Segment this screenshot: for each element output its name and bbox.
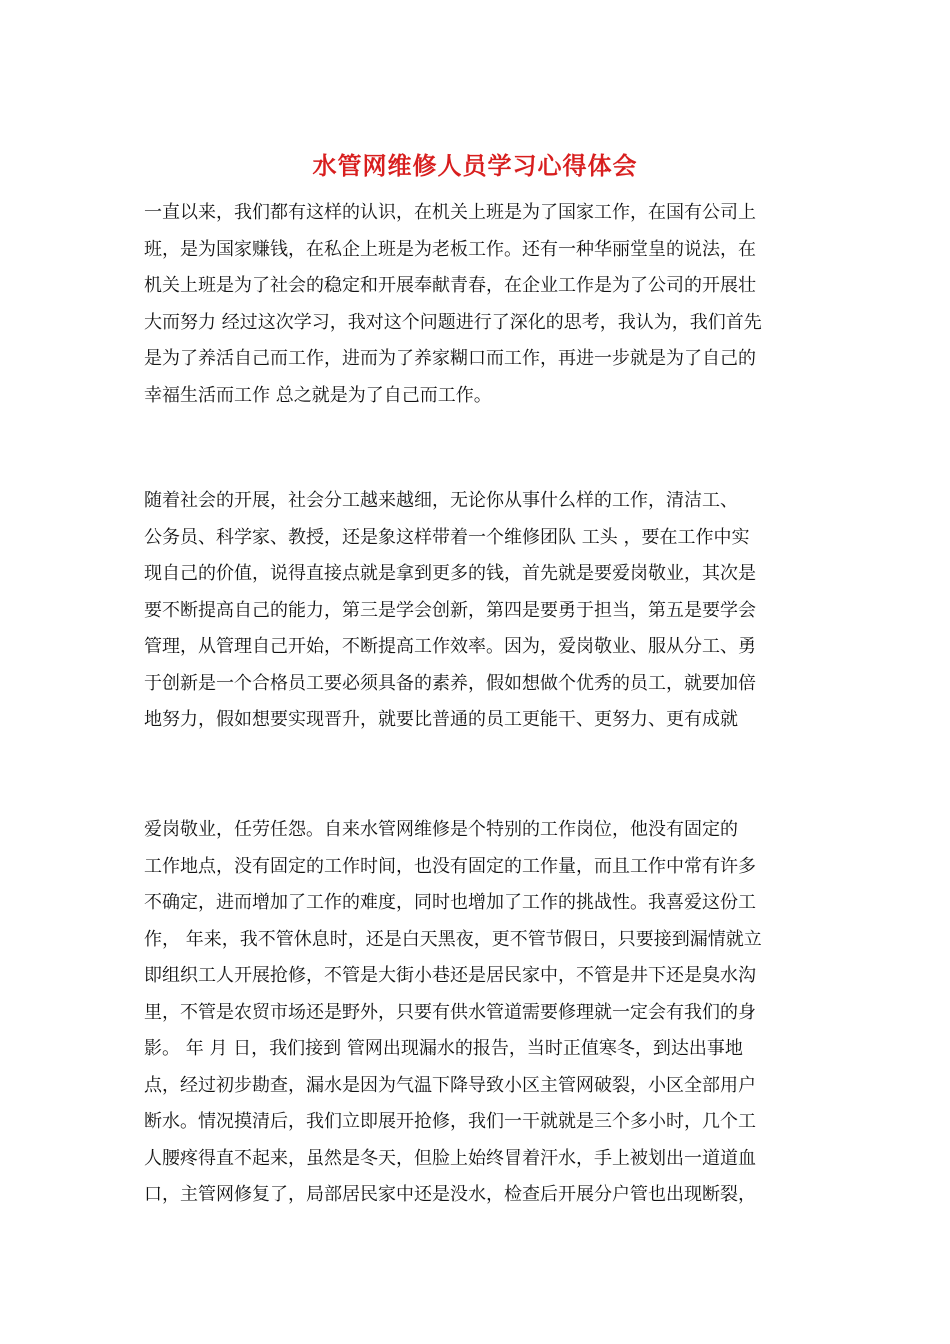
text-line: 即组织工人开展抢修，不管是大街小巷还是居民家中，不管是井下还是臭水沟 — [144, 965, 756, 986]
paragraph-2 — [144, 483, 810, 739]
text-line: 管理，从管理自己开始，不断提高工作效率。因为，爱岗敬业、服从分工、勇 — [144, 636, 756, 657]
document-title: 水管网维修人员学习心得体会 — [312, 151, 638, 180]
text-line: 要不断提高自己的能力，第三是学会创新，第四是要勇于担当，第五是要学会 — [144, 599, 756, 621]
text-line: 断水。情况摸清后，我们立即展开抢修，我们一干就就是三个多小时，几个工 — [144, 1111, 756, 1132]
text-line: 地努力，假如想要实现晋升，就要比普通的员工更能干、更努力、更有成就 — [144, 709, 738, 730]
text-line: 现自己的价值，说得直接点就是拿到更多的钱，首先就是要爱岗敬业，其次是 — [144, 563, 756, 584]
text-line: 随着社会的开展，社会分工越来越细，无论你从事什么样的工作，清洁工、 — [144, 490, 738, 511]
text-line: 公务员、科学家、教授，还是象这样带着一个维修团队 工头 ，要在工作中实 — [144, 526, 750, 548]
text-line: 幸福生活而工作 总之就是为了自己而工作。 — [144, 384, 492, 406]
text-line: 不确定，进而增加了工作的难度，同时也增加了工作的挑战性。我喜爱这份工 — [144, 892, 756, 913]
paragraph-3 — [144, 812, 810, 1214]
text-line: 口，主管网修复了，局部居民家中还是没水，检查后开展分户管也出现断裂， — [144, 1184, 756, 1205]
text-line: 点，经过初步勘查，漏水是因为气温下降导致小区主管网破裂，小区全部用户 — [144, 1074, 756, 1096]
text-line: 是为了养活自己而工作，进而为了养家糊口而工作，再进一步就是为了自己的 — [144, 348, 756, 369]
text-line: 作， 年来，我不管休息时，还是白天黑夜，更不管节假日，只要接到漏情就立 — [144, 928, 762, 950]
text-line: 影。 年 月 日，我们接到 管网出现漏水的报告，当时正值寒冬，到达出事地 — [144, 1038, 743, 1059]
text-line: 大而努力 经过这次学习，我对这个问题进行了深化的思考，我认为，我们首先 — [144, 311, 762, 333]
text-line: 人腰疼得直不起来，虽然是冬天，但脸上始终冒着汗水，手上被划出一道道血 — [144, 1147, 756, 1169]
text-line: 工作地点，没有固定的工作时间，也没有固定的工作量，而且工作中常有许多 — [144, 855, 756, 877]
text-line: 机关上班是为了社会的稳定和开展奉献青春，在企业工作是为了公司的开展壮 — [144, 275, 756, 296]
text-line: 一直以来，我们都有这样的认识，在机关上班是为了国家工作，在国有公司上 — [144, 202, 756, 223]
text-line: 里，不管是农贸市场还是野外，只要有供水管道需要修理就一定会有我们的身 — [144, 1001, 756, 1023]
text-line: 于创新是一个合格员工要必须具备的素养，假如想做个优秀的员工，就要加倍 — [144, 672, 756, 694]
text-line: 班，是为国家赚钱，在私企上班是为老板工作。还有一种华丽堂皇的说法，在 — [144, 238, 756, 260]
paragraph-1 — [144, 195, 810, 414]
text-line: 爱岗敬业，任劳任怨。自来水管网维修是个特别的工作岗位，他没有固定的 — [144, 819, 738, 840]
